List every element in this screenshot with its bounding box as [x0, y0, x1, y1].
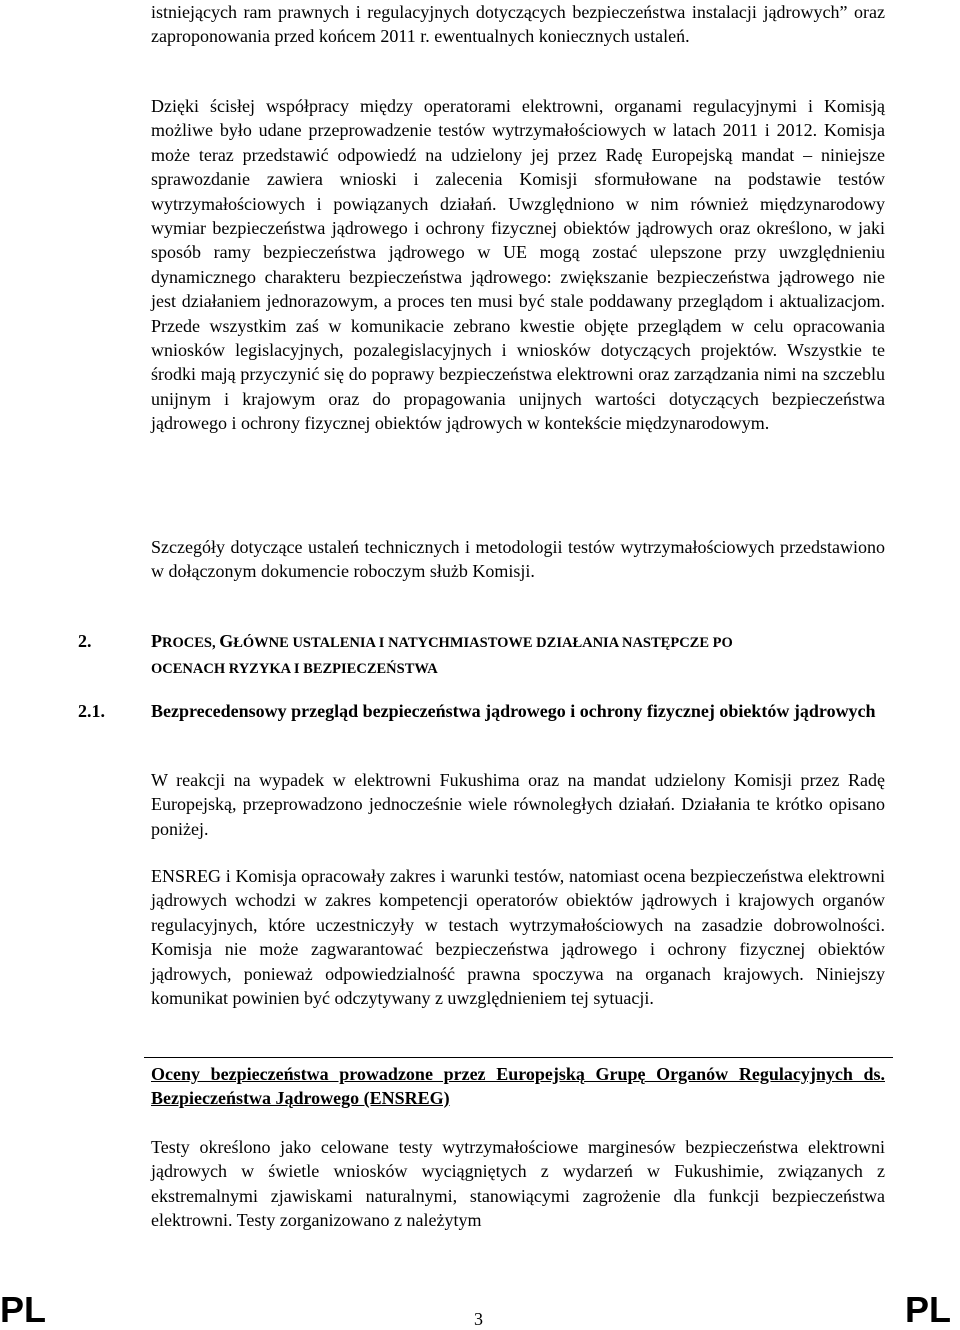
paragraph-fukushima-reaction: W reakcji na wypadek w elektrowni Fukushima oraz na mandat udzielony Komisji przez Radę Europejską, przeprowadzono jednocześnie wiele równoległych działań. Działania te krótko opisano poniżej.: [151, 770, 885, 839]
footer-language-right: PL: [905, 1289, 952, 1330]
section-2-title: [151, 629, 885, 681]
footer-page-number: 3: [474, 1309, 483, 1329]
section-2-number: 2.: [78, 631, 92, 651]
section-2-title-line2: OCENACH RYZYKA I BEZPIECZEŃSTWA: [151, 661, 438, 677]
section-2-1-number: 2.1.: [78, 701, 105, 721]
section-2-1-title: Bezprecedensowy przegląd bezpieczeństwa jądrowego i ochrony fizycznej obiektów jądrowych: [151, 701, 876, 721]
box-top-border: [144, 1057, 893, 1058]
section-2-title-line1: PROCES, GŁÓWNE USTALENIA I NATYCHMIASTOWE DZIAŁANIA NASTĘPCZE PO: [151, 631, 733, 651]
paragraph-cooperation: Dzięki ścisłej współpracy między operatorami elektrowni, organami regulacyjnymi i Komisją możliwe było udane przeprowadzenie testów wytrzymałościowych w latach 2011 i 2012. Komisja może teraz przedstawić odpowiedź na udzielony jej przez Radę Europejską mandat – niniejsze sprawozdanie zawiera wnioski i zalecenia Komisji sformułowane na podstawie testów wytrzymałościowych i powiązanych działań. Uwzględniono w nim również międzynarodowy wymiar bezpieczeństwa jądrowego i ochrony fizycznej obiektów jądrowych oraz określono, w jaki sposób ramy bezpieczeństwa jądrowego w UE mogą zostać ulepszone przy uwzględnieniu dynamicznego charakteru bezpieczeństwa jądrowego: zwiększanie bezpieczeństwa jądrowego nie jest działaniem jednorazowym, a proces ten musi być stale poddawany przeglądom i aktualizacjom. Przede wszystkim zaś w komunikacie zebrano kwestie objęte przeglądem w celu opracowania wniosków legislacyjnych, pozalegislacyjnych i wniosków dotyczących projektów. Wszystkie te środki mają przyczynić się do poprawy bezpieczeństwa elektrowni oraz zarządzania nimi na szczeblu unijnym i krajowym oraz do propagowania unijnych wartości dotyczących bezpieczeństwa jądrowego i ochrony fizycznej obiektów jądrowych w kontekście międzynarodowym.: [151, 96, 885, 434]
footer-language-left: PL: [0, 1289, 47, 1330]
paragraph-continuation: istniejących ram prawnych i regulacyjnych dotyczących bezpieczeństwa instalacji jądrowych” oraz zaproponowania przed końcem 2011 r. ewentualnych koniecznych ustaleń.: [151, 2, 885, 47]
paragraph-details: Szczegóły dotyczące ustaleń technicznych i metodologii testów wytrzymałościowych przedstawiono w dołączonym dokumencie roboczym służb Komisji.: [151, 537, 885, 582]
paragraph-ensreg: ENSREG i Komisja opracowały zakres i warunki testów, natomiast ocena bezpieczeństwa elektrowni jądrowych wchodzi w zakres kompetencji operatorów obiektów jądrowych i krajowych organów regulacyjnych, które uczestniczyły w testach wytrzymałościowych na zasadzie dobrowolności. Komisja nie może zagwarantować bezpieczeństwa jądrowego i ochrony fizycznej obiektów jądrowych, ponieważ odpowiedzialność prawna spoczywa na organach krajowych. Niniejszy komunikat powinien być odczytywany z uwzględnieniem tej sytuacji.: [151, 866, 885, 1009]
paragraph-tests: Testy określono jako celowane testy wytrzymałościowe marginesów bezpieczeństwa elektrowni jądrowych w świetle wniosków wyciągniętych z wydarzeń w Fukushimie, związanych z ekstremalnymi zjawiskami naturalnymi, stanowiącymi zagrożenie dla funkcji bezpieczeństwa elektrowni. Testy zorganizowano z należytym: [151, 1137, 885, 1231]
box-title: Oceny bezpieczeństwa prowadzone przez Europejską Grupę Organów Regulacyjnych ds. Bezpieczeństwa Jądrowego (ENSREG): [151, 1064, 885, 1108]
